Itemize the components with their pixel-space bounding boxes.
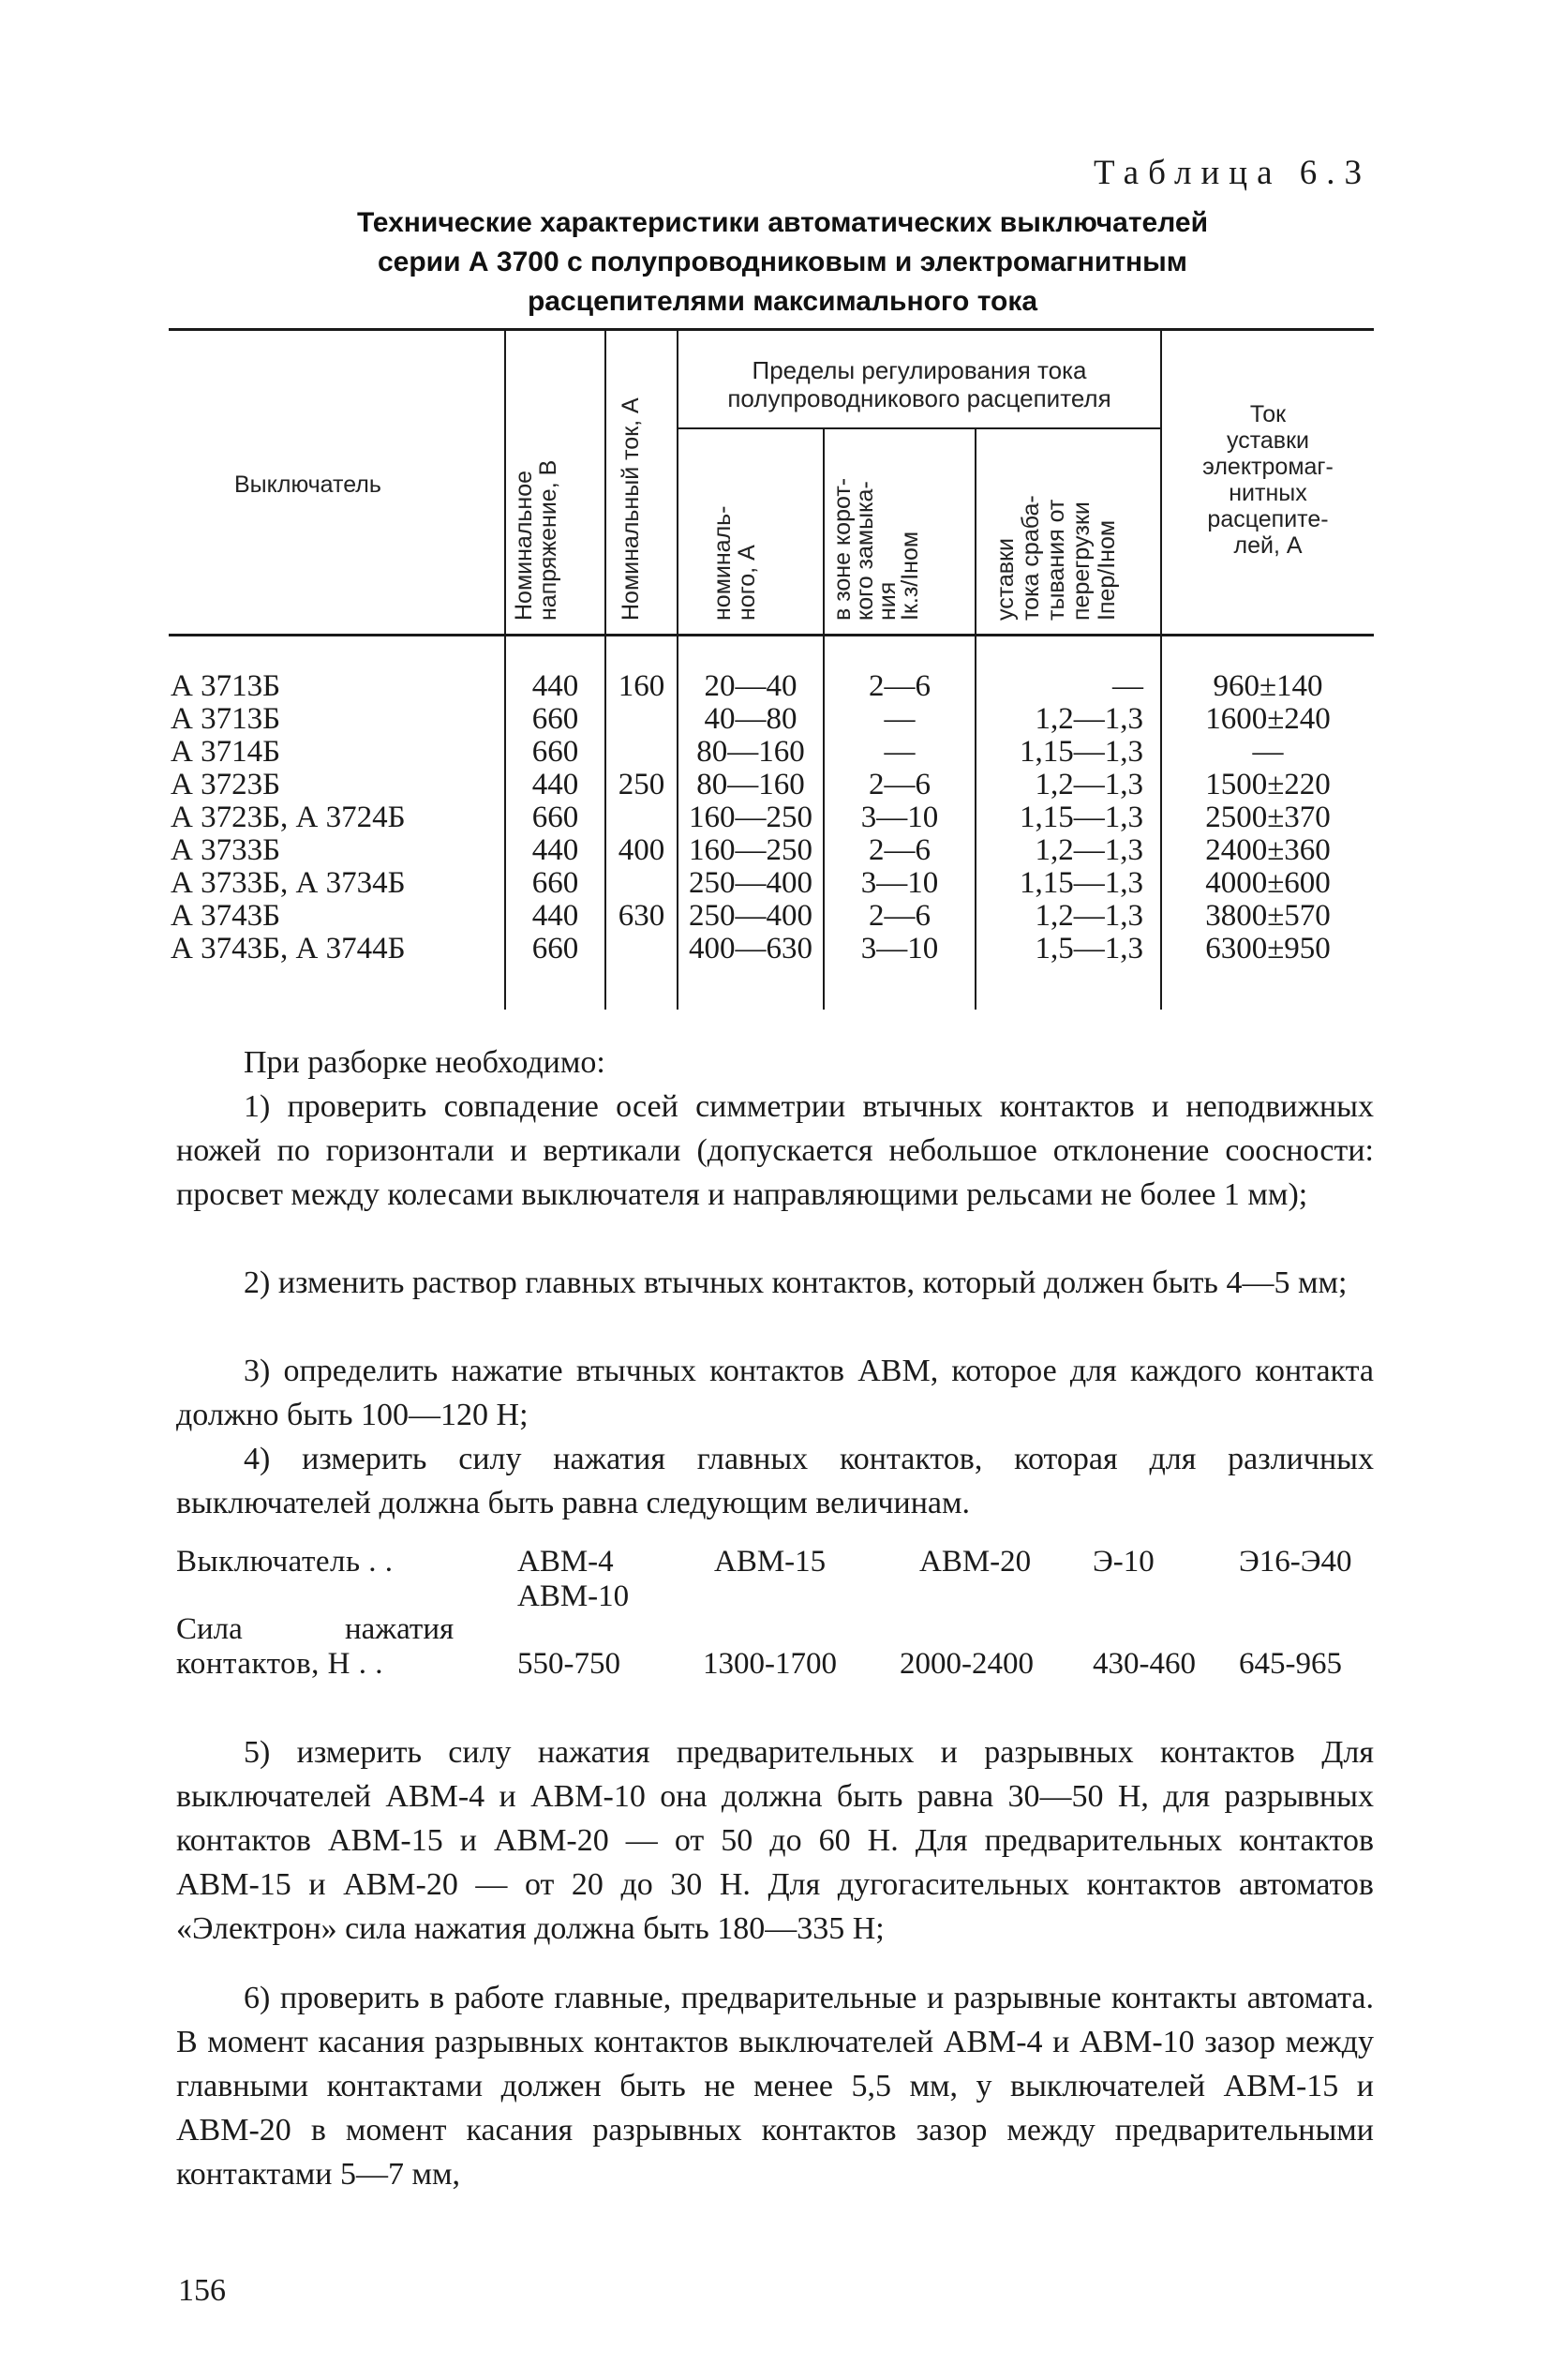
table-label: Таблица 6.3 [1094,154,1371,192]
cell-switch: А 3733Б, А 3734Б [171,866,406,900]
item-2-text: 2) изменить раствор главных втычных контактов, который должен быть 4—5 мм; [244,1265,1348,1300]
cell-em: 960±140 [1213,669,1323,703]
cell-overload: 1,2—1,3 [1035,899,1143,933]
pressure-switch-2: АВМ-15 [714,1545,827,1579]
cell-voltage: 440 [531,669,579,703]
item-5-text: 5) измерить силу нажатия предварительных и разрывных контактов Для выключателей АВМ-4 и АВМ-10 она должна быть равна 30—50 Н, для разрывных контактов АВМ-15 и АВМ-20 — от 50 до 60 Н. Для предварительных контактов АВМ-15 и АВМ-20 — от 20 до 30 Н. Для дугогасительных контактов автоматов «Электрон» сила нажатия должна быть 180—335 Н; [176,1735,1374,1946]
cell-short: 2—6 [869,899,931,933]
header-limits-group: Пределы регулирования тока полупроводникового расцепителя [727,356,1111,412]
item-6-text: 6) проверить в работе главные, предварительные и разрывные контакты автомата. В момент касания разрывных контактов выключателей АВМ-4 и АВМ-10 зазор между главными контактами должен быть не менее 5,5 мм, у выключателей АВМ-15 и АВМ-20 в момент касания разрывных контактов зазор между предварительными контактами 5—7 мм, [176,1981,1374,2192]
pressure-switch-4: Э-10 [1093,1545,1155,1579]
cell-overload: 1,15—1,3 [1020,866,1143,900]
item-3 [176,1349,1374,1437]
header-voltage: Номинальное напряжение, В [511,459,561,621]
item-1-text: 1) проверить совпадение осей симметрии втычных контактов и неподвижных ножей по горизонтали и вертикали (допускается небольшое отклонение соосности: просвет между колесами выключателя и направляющими рельсами не более 1 мм); [176,1089,1374,1212]
pressure-switch-3: АВМ-20 [919,1545,1032,1579]
cell-voltage: 660 [531,702,579,736]
cell-short: 2—6 [869,669,931,703]
item-1 [176,1085,1374,1217]
cell-em: 4000±600 [1205,866,1331,900]
cell-short: — [884,702,916,736]
cell-overload: 1,2—1,3 [1035,768,1143,801]
item-4-text: 4) измерить силу нажатия главных контактов, которая для различных выключателей должна быть равна следующим величинам. [176,1442,1374,1520]
cell-em: — [1252,735,1284,769]
item-6 [176,1976,1374,2196]
intro-line: При разборке необходимо: [244,1045,605,1080]
cell-short: 2—6 [869,768,931,801]
pressure-row2-label-c: контактов, Н . . [176,1647,383,1681]
cell-nominal: 400—630 [689,932,812,965]
pressure-row1-label: Выключатель . . [176,1545,394,1579]
cell-nominal: 160—250 [689,801,812,834]
cell-short: 3—10 [860,932,939,965]
cell-em: 3800±570 [1205,899,1331,933]
pressure-switch-1: АВМ-4 [517,1545,614,1579]
item-5 [176,1730,1374,1951]
cell-em: 1500±220 [1205,768,1331,801]
pressure-value-1: 550-750 [517,1647,620,1681]
cell-em: 1600±240 [1205,702,1331,736]
pressure-switch-5: Э16-Э40 [1239,1545,1352,1579]
pressure-value-5: 645-965 [1239,1647,1342,1681]
cell-overload: 1,2—1,3 [1035,833,1143,867]
cell-voltage: 440 [531,768,579,801]
table-title: Технические характеристики автоматических выключателей серии А 3700 с полупроводниковым и электромагнитным расцепителями максимального тока [356,207,1209,317]
cell-short: 3—10 [860,866,939,900]
table-top-rule [169,328,1374,331]
header-short-circuit: в зоне корот- кого замыка- ния Iк.з/Iном [829,477,923,621]
cell-switch: А 3714Б [171,735,281,769]
pressure-row2-label-b: нажатия [345,1612,455,1646]
cell-short: — [884,735,916,769]
cell-voltage: 660 [531,801,579,834]
cell-overload: — [1112,669,1143,703]
cell-nominal: 80—160 [696,768,805,801]
cell-nominal: 80—160 [696,735,805,769]
cell-switch: А 3723Б, А 3724Б [171,801,406,834]
pressure-switch-1b: АВМ-10 [517,1579,630,1613]
cell-current: 160 [618,669,665,703]
cell-overload: 1,2—1,3 [1035,702,1143,736]
header-nominal: номиналь- ного, А [709,505,760,621]
item-3-text: 3) определить нажатие втычных контактов АВМ, которое для каждого контакта должно быть 100—120 Н; [176,1354,1374,1432]
pressure-row2-label-a: Сила [176,1612,243,1646]
page-number: 156 [178,2273,226,2308]
cell-switch: А 3713Б [171,702,281,736]
cell-short: 3—10 [860,801,939,834]
cell-nominal: 250—400 [689,866,812,900]
cell-current: 630 [618,899,665,933]
cell-voltage: 660 [531,932,579,965]
cell-overload: 1,15—1,3 [1020,801,1143,834]
cell-em: 2500±370 [1205,801,1331,834]
cell-overload: 1,5—1,3 [1035,932,1143,965]
cell-switch: А 3733Б [171,833,281,867]
limits-subheader-rule [677,427,1160,429]
cell-voltage: 440 [531,833,579,867]
pressure-value-4: 430-460 [1093,1647,1196,1681]
cell-nominal: 250—400 [689,899,812,933]
cell-current: 250 [618,768,665,801]
cell-nominal: 20—40 [704,669,797,703]
cell-em: 2400±360 [1205,833,1331,867]
cell-switch: А 3713Б [171,669,281,703]
item-2 [176,1261,1374,1305]
header-current: Номинальный ток, А [618,397,644,621]
item-4 [176,1437,1374,1525]
cell-voltage: 440 [531,899,579,933]
cell-nominal: 160—250 [689,833,812,867]
cell-switch: А 3743Б, А 3744Б [171,932,406,965]
cell-voltage: 660 [531,866,579,900]
header-em-setting: Ток уставки электромаг- нитных расцепите- лей, А [1202,401,1334,559]
pressure-value-3: 2000-2400 [900,1647,1034,1681]
cell-switch: А 3743Б [171,899,281,933]
cell-voltage: 660 [531,735,579,769]
intro-text [176,1040,1374,1085]
table-header-rule [169,634,1374,636]
cell-current: 400 [618,833,665,867]
cell-nominal: 40—80 [704,702,797,736]
cell-overload: 1,15—1,3 [1020,735,1143,769]
cell-short: 2—6 [869,833,931,867]
cell-em: 6300±950 [1205,932,1331,965]
cell-switch: А 3723Б [171,768,281,801]
header-switch: Выключатель [234,472,381,498]
pressure-value-2: 1300-1700 [703,1647,837,1681]
header-overload: уставки тока сраба- тывания от перегрузки Iпер/Iном [992,495,1120,621]
